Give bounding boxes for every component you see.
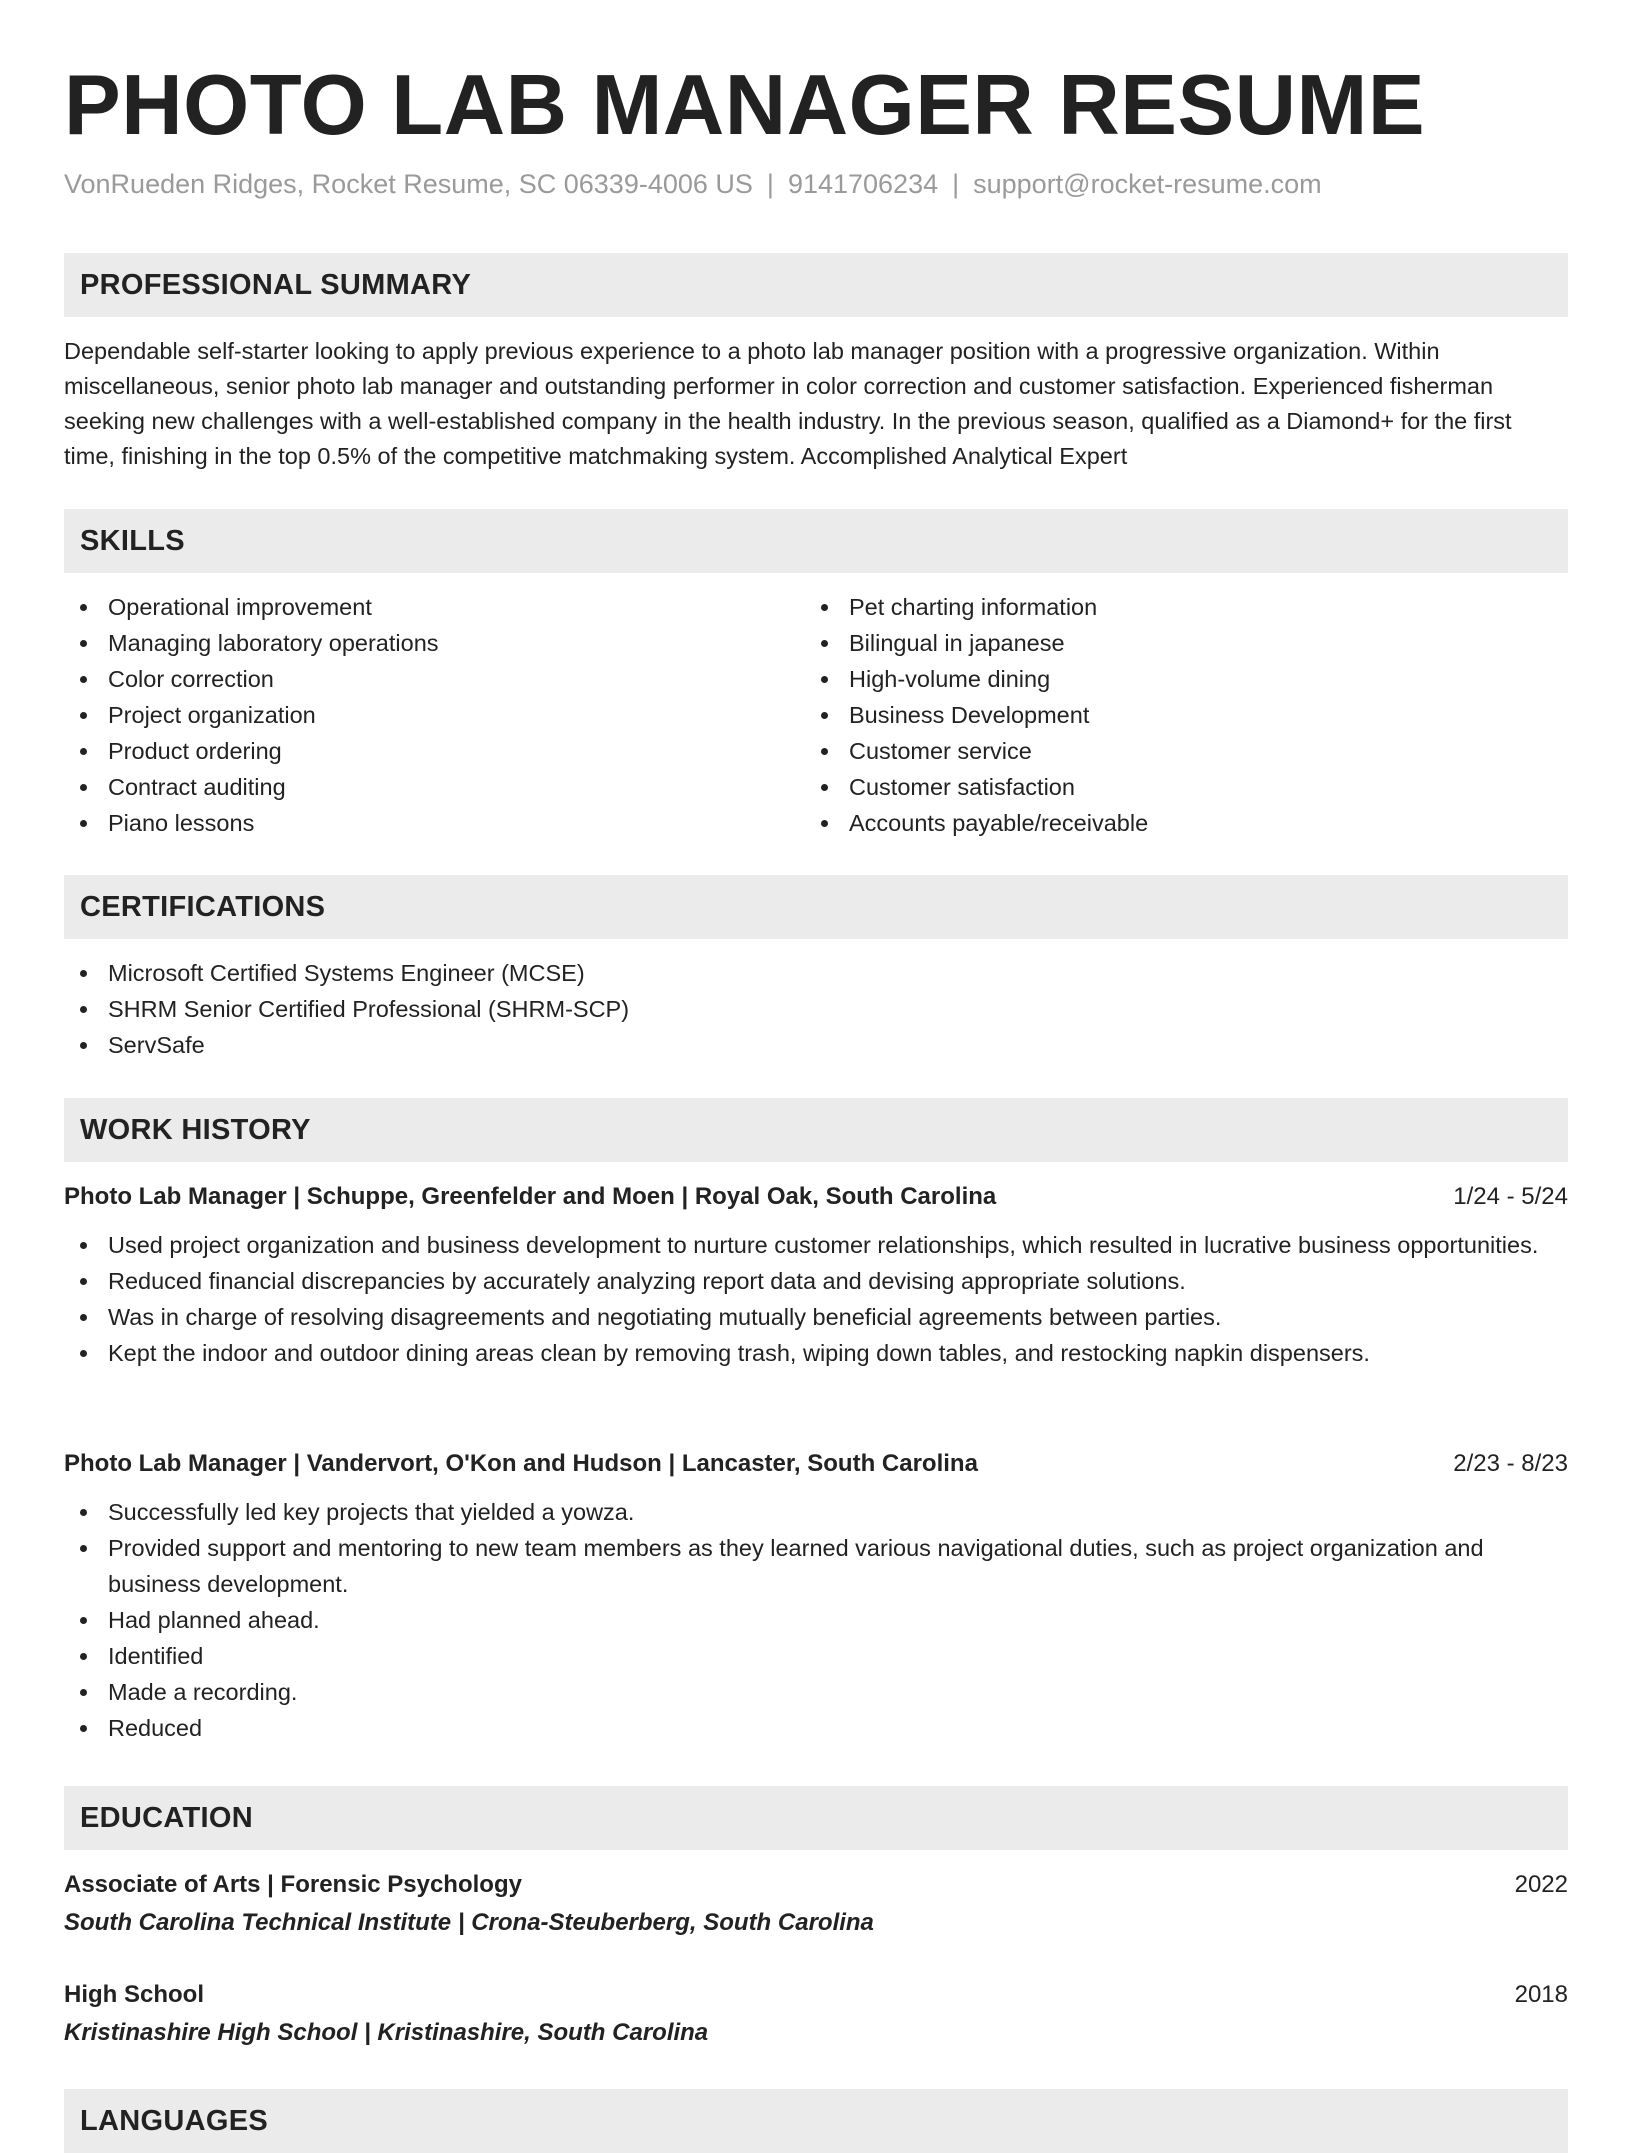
education-entry bbox=[64, 1866, 1568, 1942]
list-item: Accounts payable/receivable bbox=[805, 805, 1545, 841]
list-item: Used project organization and business development to nurture customer relationships, which resulted in lucrative business opportunities. bbox=[64, 1227, 1568, 1263]
education-school: Kristinashire High School | Kristinashire, South Carolina bbox=[64, 2019, 709, 2046]
job-title: Photo Lab Manager | Schuppe, Greenfelder and Moen | Royal Oak, South Carolina bbox=[64, 1183, 997, 1210]
list-item: ServSafe bbox=[64, 1027, 1568, 1063]
list-item: Reduced bbox=[64, 1710, 1568, 1746]
skills-column-right bbox=[805, 589, 1545, 841]
list-item: Project organization bbox=[64, 697, 804, 733]
summary-text: Dependable self-starter looking to apply previous experience to a photo lab manager position with a progressive organization. Within miscellaneous, senior photo lab manager and outstanding performer in color correction and customer satisfaction. Experienced fisherman seeking new challenges with a well-established company in the health industry. In the previous season, qualified as a Diamond+ for the first time, finishing in the top 0.5% of the competitive matchmaking system. Accomplished Analytical Expert bbox=[64, 338, 1512, 469]
section-header-languages: LANGUAGES bbox=[64, 2089, 1568, 2153]
certifications-block bbox=[64, 955, 1568, 1063]
job-header bbox=[64, 1444, 1568, 1484]
list-item: Successfully led key projects that yielded a yowza. bbox=[64, 1494, 1568, 1530]
list-item: Managing laboratory operations bbox=[64, 625, 804, 661]
list-item: Reduced financial discrepancies by accurately analyzing report data and devising appropriate solutions. bbox=[64, 1263, 1568, 1299]
job-dates: 1/24 - 5/24 bbox=[1453, 1183, 1568, 1210]
job-dates: 2/23 - 8/23 bbox=[1453, 1450, 1568, 1477]
education-header bbox=[64, 1866, 1568, 1904]
job-entry bbox=[64, 1444, 1568, 1746]
job-duties-list bbox=[64, 1494, 1568, 1746]
list-item: Color correction bbox=[64, 661, 804, 697]
list-item: Business Development bbox=[805, 697, 1545, 733]
education-header bbox=[64, 1976, 1568, 2014]
section-header-summary: PROFESSIONAL SUMMARY bbox=[64, 253, 1568, 317]
education-entry bbox=[64, 1976, 1568, 2052]
skills-list-left bbox=[64, 589, 804, 841]
list-item: Piano lessons bbox=[64, 805, 804, 841]
contact-line bbox=[64, 166, 1322, 202]
skills-list-right bbox=[805, 589, 1545, 841]
section-header-work-history: WORK HISTORY bbox=[64, 1098, 1568, 1162]
contact-separator: | bbox=[952, 169, 960, 199]
contact-address: VonRueden Ridges, Rocket Resume, SC 06339-4006 US bbox=[64, 169, 753, 199]
resume-title: PHOTO LAB MANAGER RESUME bbox=[64, 58, 1426, 153]
education-degree: Associate of Arts | Forensic Psychology bbox=[64, 1871, 522, 1898]
list-item: Customer satisfaction bbox=[805, 769, 1545, 805]
contact-separator: | bbox=[766, 169, 774, 199]
list-item: Was in charge of resolving disagreements and negotiating mutually beneficial agreements between parties. bbox=[64, 1299, 1568, 1335]
list-item: Operational improvement bbox=[64, 589, 804, 625]
section-header-education: EDUCATION bbox=[64, 1786, 1568, 1850]
job-header bbox=[64, 1177, 1568, 1217]
contact-phone: 9141706234 bbox=[787, 169, 939, 199]
education-year: 2018 bbox=[1514, 1981, 1568, 2008]
certifications-list bbox=[64, 955, 1568, 1063]
list-item: Contract auditing bbox=[64, 769, 804, 805]
education-year: 2022 bbox=[1514, 1871, 1568, 1898]
list-item: Pet charting information bbox=[805, 589, 1545, 625]
skills-column-left bbox=[64, 589, 804, 841]
list-item: Made a recording. bbox=[64, 1674, 1568, 1710]
list-item: Microsoft Certified Systems Engineer (MCSE) bbox=[64, 955, 1568, 991]
list-item: Customer service bbox=[805, 733, 1545, 769]
list-item: High-volume dining bbox=[805, 661, 1545, 697]
job-entry bbox=[64, 1177, 1568, 1371]
list-item: Product ordering bbox=[64, 733, 804, 769]
education-school: South Carolina Technical Institute | Crona-Steuberberg, South Carolina bbox=[64, 1909, 874, 1936]
contact-email: support@rocket-resume.com bbox=[973, 169, 1322, 199]
list-item: Bilingual in japanese bbox=[805, 625, 1545, 661]
job-title: Photo Lab Manager | Vandervort, O'Kon and Hudson | Lancaster, South Carolina bbox=[64, 1450, 978, 1477]
list-item: SHRM Senior Certified Professional (SHRM-SCP) bbox=[64, 991, 1568, 1027]
list-item: Identified bbox=[64, 1638, 1568, 1674]
list-item: Had planned ahead. bbox=[64, 1602, 1568, 1638]
list-item: Provided support and mentoring to new team members as they learned various navigational duties, such as project organization and business development. bbox=[64, 1530, 1568, 1602]
job-duties-list bbox=[64, 1227, 1568, 1371]
section-header-skills: SKILLS bbox=[64, 509, 1568, 573]
list-item: Kept the indoor and outdoor dining areas clean by removing trash, wiping down tables, and restocking napkin dispensers. bbox=[64, 1335, 1568, 1371]
section-header-certifications: CERTIFICATIONS bbox=[64, 875, 1568, 939]
education-degree: High School bbox=[64, 1981, 204, 2008]
